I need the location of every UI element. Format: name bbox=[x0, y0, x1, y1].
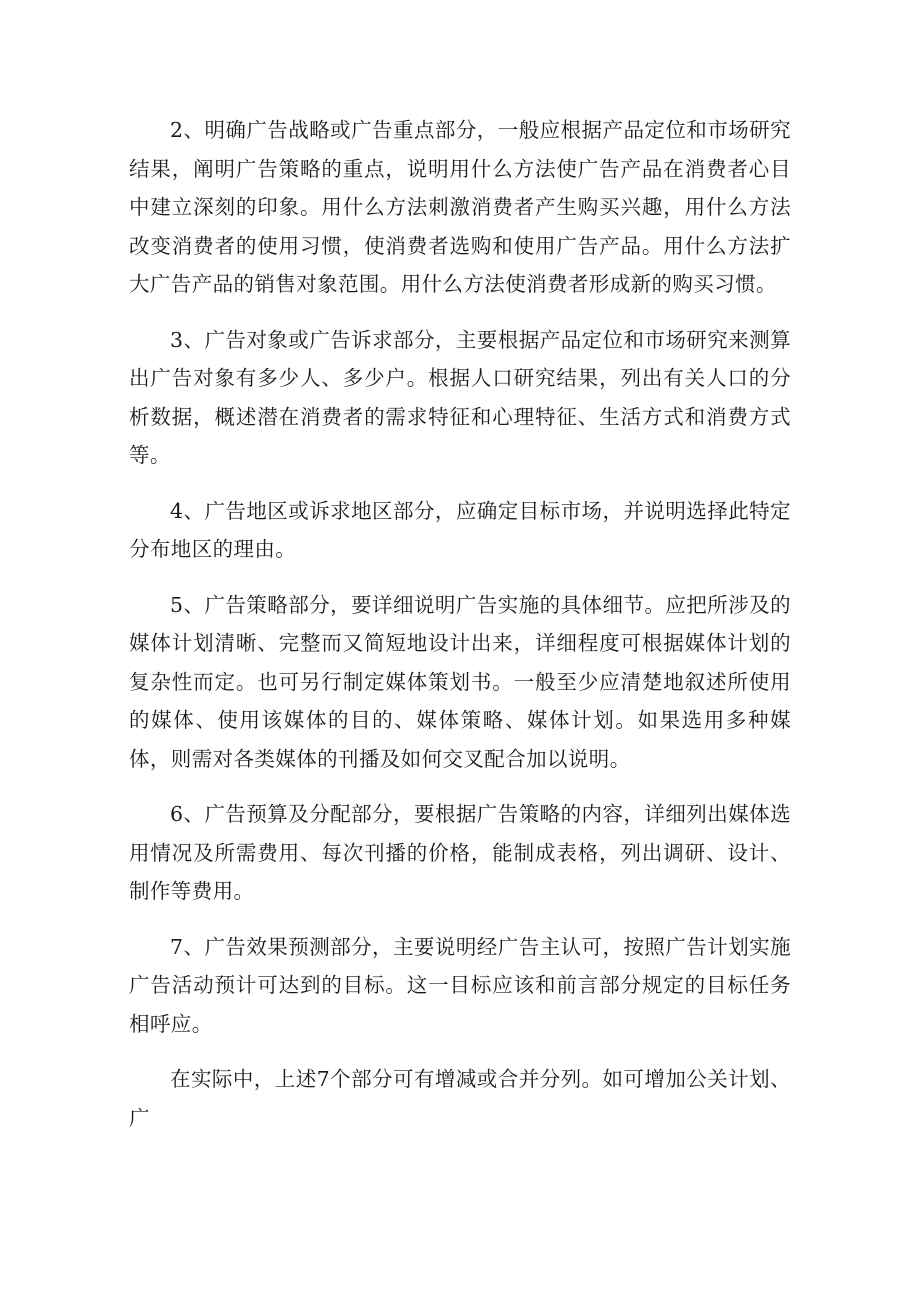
document-body bbox=[129, 111, 791, 1137]
paragraph-region: 4、广告地区或诉求地区部分，应确定目标市场，并说明选择此特定分布地区的理由。 bbox=[129, 498, 791, 561]
paragraph-media-strategy: 5、广告策略部分，要详细说明广告实施的具体细节。应把所涉及的媒体计划清晰、完整而又简短地设计出来，详细程度可根据媒体计划的复杂性而定。也可另行制定媒体策划书。一般至少应清楚地叙述所使用的媒体、使用该媒体的目的、媒体策略、媒体计划。如果选用多种媒体，则需对各类媒体的刊播及如何交叉配合加以说明。 bbox=[129, 592, 791, 771]
paragraph-effect-forecast: 7、广告效果预测部分，主要说明经广告主认可，按照广告计划实施广告活动预计可达到的目标。这一目标应该和前言部分规定的目标任务相呼应。 bbox=[129, 934, 791, 1036]
paragraph-target-audience: 3、广告对象或广告诉求部分，主要根据产品定位和市场研究来测算出广告对象有多少人、多少户。根据人口研究结果，列出有关人口的分析数据，概述潜在消费者的需求特征和心理特征、生活方式和消费方式等。 bbox=[129, 327, 791, 467]
paragraph-summary: 在实际中，上述7个部分可有增减或合并分列。如可增加公关计划、广 bbox=[129, 1067, 791, 1130]
paragraph-budget: 6、广告预算及分配部分，要根据广告策略的内容，详细列出媒体选用情况及所需费用、每次刊播的价格，能制成表格，列出调研、设计、制作等费用。 bbox=[129, 802, 791, 903]
paragraph-strategy: 2、明确广告战略或广告重点部分，一般应根据产品定位和市场研究结果，阐明广告策略的重点，说明用什么方法使广告产品在消费者心目中建立深刻的印象。用什么方法刺激消费者产生购买兴趣，用什么方法改变消费者的使用习惯，使消费者选购和使用广告产品。用什么方法扩大广告产品的销售对象范围。用什么方法使消费者形成新的购买习惯。 bbox=[129, 118, 791, 296]
